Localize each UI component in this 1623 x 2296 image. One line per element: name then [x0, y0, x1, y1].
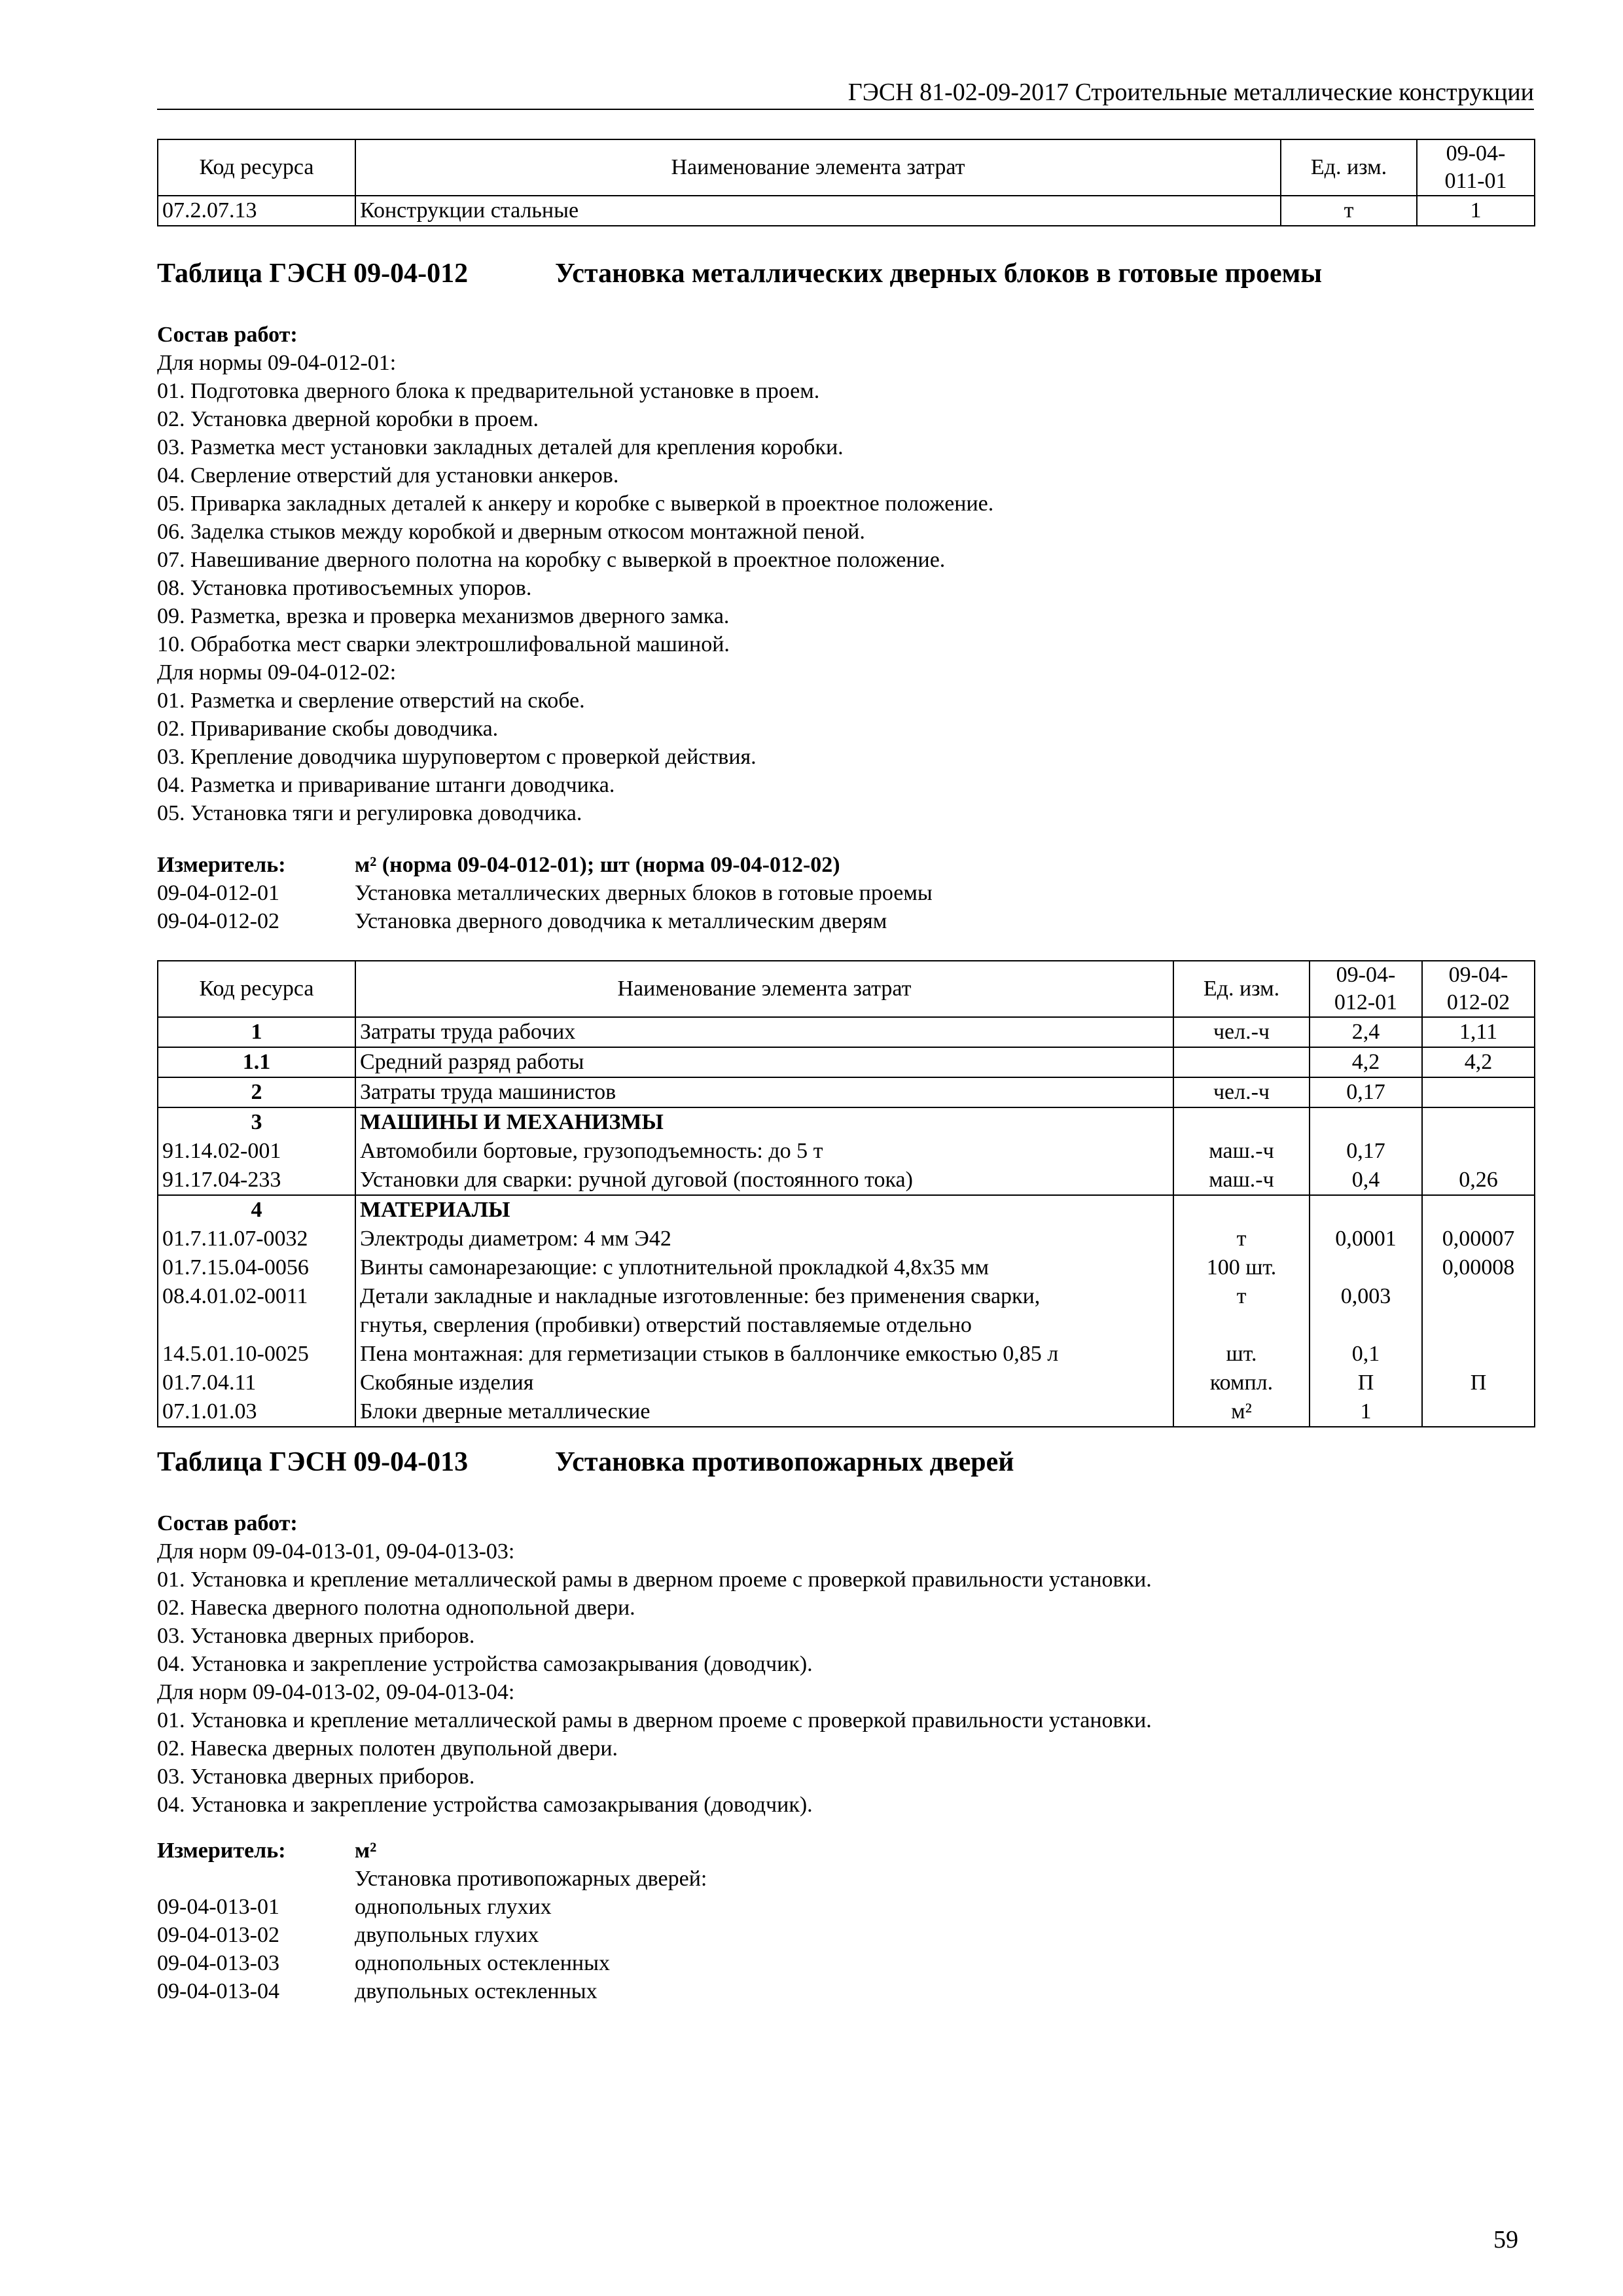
running-header: ГЭСН 81-02-09-2017 Строительные металлические конструкции — [847, 79, 1534, 106]
table-cell-v1: 0,003 — [1310, 1282, 1422, 1311]
norm-description: Установка металлических дверных блоков в готовые проемы — [355, 881, 933, 905]
work-step: 03. Крепление доводчика шуруповертом с проверкой действия. — [157, 745, 757, 769]
work-step: 01. Установка и крепление металлической рамы в дверном проеме с проверкой правильности установки. — [157, 1568, 1152, 1592]
table-cell-unit: т — [1173, 1282, 1310, 1311]
norm-description: однопольных остекленных — [355, 1951, 610, 1975]
table-cell-v2 — [1422, 1107, 1535, 1137]
table-cell-code — [158, 1311, 355, 1340]
column-header — [355, 139, 1281, 196]
table-cell: 07.2.07.13 — [158, 196, 355, 226]
column-header-line: Наименование элемента затрат — [617, 977, 912, 1001]
table-cell-v2 — [1422, 1282, 1535, 1311]
column-header — [158, 139, 355, 196]
norm-code: 09-04-013-02 — [157, 1923, 279, 1947]
table-cell-unit — [1173, 1311, 1310, 1340]
table-cell-code: 1 — [158, 1017, 355, 1047]
table-cell-name: Скобяные изделия — [355, 1369, 1173, 1397]
table-cell-v1: 0,17 — [1310, 1077, 1422, 1107]
work-composition-list — [157, 349, 1534, 827]
table-row — [158, 1047, 1535, 1077]
table-cell-v2: 0,26 — [1422, 1166, 1535, 1195]
work-step: Для нормы 09-04-012-02: — [157, 660, 397, 685]
work-step: 04. Установка и закрепление устройства самозакрывания (доводчик). — [157, 1793, 813, 1817]
norm-list — [157, 879, 1534, 935]
table-cell-code: 4 — [158, 1195, 355, 1225]
continuation-table — [157, 139, 1535, 226]
column-header — [355, 961, 1173, 1017]
norm-code: 09-04-012-01 — [157, 881, 279, 905]
work-step: 04. Сверление отверстий для установки анкеров. — [157, 463, 619, 488]
meter-row — [157, 1837, 1534, 1865]
table-row — [158, 1397, 1535, 1427]
table-cell-v1: 0,17 — [1310, 1137, 1422, 1166]
work-step: 01. Подготовка дверного блока к предварительной установке в проем. — [157, 379, 820, 403]
table-cell-v2 — [1422, 1340, 1535, 1369]
table-row — [158, 1107, 1535, 1137]
table-cell-code: 2 — [158, 1077, 355, 1107]
table-cell-code: 91.14.02-001 — [158, 1137, 355, 1166]
table-cell-name: гнутья, сверления (пробивки) отверстий поставляемые отдельно — [355, 1311, 1173, 1340]
table-cell-name: МАТЕРИАЛЫ — [355, 1195, 1173, 1225]
column-header-line: 012-02 — [1446, 990, 1510, 1014]
table-012-title — [157, 257, 1322, 291]
table-cell-name: Средний разряд работы — [355, 1047, 1173, 1077]
table-cell-v2 — [1422, 1195, 1535, 1225]
table-cell-code: 3 — [158, 1107, 355, 1137]
table-cell-name: Затраты труда машинистов — [355, 1077, 1173, 1107]
table-013-number: Таблица ГЭСН 09-04-013 — [157, 1447, 469, 1477]
norm-row — [157, 1949, 1534, 1977]
work-step: 04. Установка и закрепление устройства самозакрывания (доводчик). — [157, 1652, 813, 1676]
table-row — [158, 1369, 1535, 1397]
work-step: 06. Заделка стыков между коробкой и дверным откосом монтажной пеной. — [157, 520, 865, 544]
table-cell-v2 — [1422, 1137, 1535, 1166]
norm-code: 09-04-013-01 — [157, 1895, 279, 1919]
work-step: 01. Разметка и сверление отверстий на скобе. — [157, 689, 585, 713]
work-step: 03. Установка дверных приборов. — [157, 1765, 475, 1789]
column-header-line: Ед. изм. — [1203, 977, 1280, 1001]
column-header-line: 011-01 — [1444, 169, 1507, 193]
table-row — [158, 1077, 1535, 1107]
table-cell-name: Винты самонарезающие: с уплотнительной прокладкой 4,8х35 мм — [355, 1253, 1173, 1282]
table-cell-unit — [1173, 1107, 1310, 1137]
table-cell-v1 — [1310, 1311, 1422, 1340]
column-header-line: 09-04- — [1448, 963, 1508, 987]
table-cell: Конструкции стальные — [355, 196, 1281, 226]
table-cell-v1 — [1310, 1107, 1422, 1137]
table-cell-name: Затраты труда рабочих — [355, 1017, 1173, 1047]
table-cell-code: 07.1.01.03 — [158, 1397, 355, 1427]
column-header-line: Код ресурса — [199, 977, 314, 1001]
table-row — [158, 1340, 1535, 1369]
meter-label: Измеритель: — [157, 1839, 286, 1863]
meter-label: Измеритель: — [157, 853, 286, 877]
table-row — [158, 1195, 1535, 1225]
norm-intro: Установка противопожарных дверей: — [355, 1867, 707, 1891]
table-cell-v2: 0,00008 — [1422, 1253, 1535, 1282]
work-step: 02. Приваривание скобы доводчика. — [157, 717, 499, 741]
work-step: 08. Установка противосъемных упоров. — [157, 576, 532, 600]
table-header-row — [158, 961, 1535, 1017]
table-cell-v1: 4,2 — [1310, 1047, 1422, 1077]
table-cell-v2: 0,00007 — [1422, 1225, 1535, 1253]
table-cell-name: МАШИНЫ И МЕХАНИЗМЫ — [355, 1107, 1173, 1137]
table-cell-v2 — [1422, 1077, 1535, 1107]
table-cell-code: 14.5.01.10-0025 — [158, 1340, 355, 1369]
norm-row — [157, 907, 1534, 935]
table-cell-code: 01.7.15.04-0056 — [158, 1253, 355, 1282]
table-cell-v2: 4,2 — [1422, 1047, 1535, 1077]
table-row — [158, 1137, 1535, 1166]
table-cell-code: 08.4.01.02-0011 — [158, 1282, 355, 1311]
norm-code: 09-04-013-03 — [157, 1951, 279, 1975]
norm-row — [157, 1921, 1534, 1949]
table-cell-v1: 0,4 — [1310, 1166, 1422, 1195]
table-cell: 1 — [1417, 196, 1535, 226]
work-step: 10. Обработка мест сварки электрошлифовальной машиной. — [157, 632, 730, 656]
table-cell-v2 — [1422, 1311, 1535, 1340]
page-number: 59 — [1493, 2226, 1518, 2253]
table-013-heading: Установка противопожарных дверей — [555, 1447, 1014, 1477]
table-cell-v1 — [1310, 1253, 1422, 1282]
table-cell-name: Установки для сварки: ручной дуговой (постоянного тока) — [355, 1166, 1173, 1195]
column-header-line: 09-04- — [1446, 141, 1506, 166]
norm-list — [157, 1893, 1534, 2005]
meter-value: м² — [355, 1839, 377, 1863]
table-row — [158, 1017, 1535, 1047]
norm-description: двупольных глухих — [355, 1923, 539, 1947]
table-cell-unit: чел.-ч — [1173, 1017, 1310, 1047]
work-step: 03. Установка дверных приборов. — [157, 1624, 475, 1648]
work-composition-label: Состав работ: — [157, 323, 298, 347]
work-step: Для нормы 09-04-012-01: — [157, 351, 397, 375]
table-cell-unit: шт. — [1173, 1340, 1310, 1369]
table-cell-unit: маш.-ч — [1173, 1137, 1310, 1166]
column-header-line: Наименование элемента затрат — [671, 155, 965, 179]
table-cell-v2 — [1422, 1397, 1535, 1427]
norm-description: двупольных остекленных — [355, 1979, 597, 2003]
meter-row — [157, 851, 1534, 879]
table-header-row — [158, 139, 1535, 196]
table-cell-unit: компл. — [1173, 1369, 1310, 1397]
table-cell-unit — [1173, 1195, 1310, 1225]
table-012-number: Таблица ГЭСН 09-04-012 — [157, 259, 469, 289]
norm-code: 09-04-012-02 — [157, 909, 279, 933]
table-cell-code: 01.7.04.11 — [158, 1369, 355, 1397]
column-header — [1310, 961, 1422, 1017]
work-step: 02. Навеска дверных полотен двупольной двери. — [157, 1736, 618, 1761]
column-header-line: Ед. изм. — [1310, 155, 1387, 179]
table-013-title — [157, 1445, 1014, 1479]
work-step: Для норм 09-04-013-01, 09-04-013-03: — [157, 1539, 515, 1564]
work-step: 07. Навешивание дверного полотна на коробку с выверкой в проектное положение. — [157, 548, 946, 572]
work-step: 09. Разметка, врезка и проверка механизмов дверного замка. — [157, 604, 730, 628]
table-cell-name: Автомобили бортовые, грузоподъемность: до 5 т — [355, 1137, 1173, 1166]
table-012 — [157, 960, 1535, 1427]
table-cell-unit: т — [1173, 1225, 1310, 1253]
table-cell: т — [1281, 196, 1417, 226]
column-header — [1422, 961, 1535, 1017]
table-cell-code: 01.7.11.07-0032 — [158, 1225, 355, 1253]
column-header-line: 012-01 — [1334, 990, 1398, 1014]
work-step: 04. Разметка и приваривание штанги доводчика. — [157, 773, 615, 797]
norm-description: однопольных глухих — [355, 1895, 552, 1919]
work-step: 05. Приварка закладных деталей к анкеру и коробке с выверкой в проектное положение. — [157, 492, 994, 516]
table-cell-v1: П — [1310, 1369, 1422, 1397]
table-row — [158, 1311, 1535, 1340]
table-cell-unit: м² — [1173, 1397, 1310, 1427]
work-step: 01. Установка и крепление металлической рамы в дверном проеме с проверкой правильности установки. — [157, 1708, 1152, 1732]
norm-code: 09-04-013-04 — [157, 1979, 279, 2003]
work-composition-label: Состав работ: — [157, 1511, 298, 1535]
column-header-line: Код ресурса — [199, 155, 314, 179]
table-cell-code: 1.1 — [158, 1047, 355, 1077]
table-cell-v1: 0,0001 — [1310, 1225, 1422, 1253]
column-header-line: 09-04- — [1336, 963, 1396, 987]
table-012-heading: Установка металлических дверных блоков в готовые проемы — [555, 259, 1323, 289]
header-rule — [157, 109, 1534, 110]
work-step: 02. Навеска дверного полотна однопольной двери. — [157, 1596, 635, 1620]
table-row — [158, 1282, 1535, 1311]
norm-row — [157, 1977, 1534, 2005]
table-row — [158, 1166, 1535, 1195]
table-cell-v1: 1 — [1310, 1397, 1422, 1427]
work-step: 03. Разметка мест установки закладных деталей для крепления коробки. — [157, 435, 844, 459]
norm-row — [157, 879, 1534, 907]
table-row — [158, 196, 1535, 226]
table-013-work-composition — [157, 1509, 1534, 1819]
column-header — [1417, 139, 1535, 196]
column-header — [158, 961, 355, 1017]
table-cell-v2: П — [1422, 1369, 1535, 1397]
table-cell-unit: 100 шт. — [1173, 1253, 1310, 1282]
table-cell-v1: 0,1 — [1310, 1340, 1422, 1369]
table-cell-v2: 1,11 — [1422, 1017, 1535, 1047]
work-step: 05. Установка тяги и регулировка доводчика. — [157, 801, 582, 825]
meter-value: м² (норма 09-04-012-01); шт (норма 09-04-012-02) — [355, 853, 840, 877]
table-012-work-composition — [157, 321, 1534, 827]
work-step: Для норм 09-04-013-02, 09-04-013-04: — [157, 1680, 515, 1704]
work-composition-list — [157, 1537, 1534, 1819]
column-header — [1173, 961, 1310, 1017]
table-cell-name: Электроды диаметром: 4 мм Э42 — [355, 1225, 1173, 1253]
norm-row — [157, 1893, 1534, 1921]
work-step: 02. Установка дверной коробки в проем. — [157, 407, 539, 431]
table-cell-unit: чел.-ч — [1173, 1077, 1310, 1107]
table-cell-v1 — [1310, 1195, 1422, 1225]
table-row — [158, 1225, 1535, 1253]
table-cell-unit — [1173, 1047, 1310, 1077]
table-cell-name: Детали закладные и накладные изготовленные: без применения сварки, — [355, 1282, 1173, 1311]
column-header — [1281, 139, 1417, 196]
table-row — [158, 1253, 1535, 1282]
table-cell-name: Пена монтажная: для герметизации стыков в баллончике емкостью 0,85 л — [355, 1340, 1173, 1369]
table-cell-code: 91.17.04-233 — [158, 1166, 355, 1195]
table-cell-unit: маш.-ч — [1173, 1166, 1310, 1195]
norm-intro-row — [157, 1865, 1534, 1893]
table-012-meter — [157, 851, 1534, 935]
norm-description: Установка дверного доводчика к металлическим дверям — [355, 909, 887, 933]
table-013-meter — [157, 1837, 1534, 2005]
table-cell-name: Блоки дверные металлические — [355, 1397, 1173, 1427]
table-cell-v1: 2,4 — [1310, 1017, 1422, 1047]
